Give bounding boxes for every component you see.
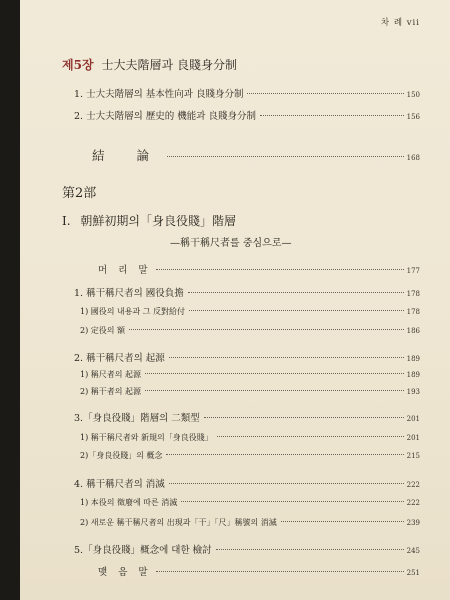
part2-chapter-number: I. [62,214,71,228]
toc-entry-label: 結 論 [92,148,163,163]
leader-dots [189,310,404,311]
toc-subentry-label: 2) 定役의 額 [80,326,126,335]
leader-dots [129,329,404,330]
leader-dots [169,483,404,484]
toc-entry-page: 178 [406,290,420,298]
toc-entry-page: 222 [406,481,420,489]
leader-dots [145,390,404,391]
toc-entry [74,86,420,100]
leader-dots [216,549,404,550]
toc-entry-page: 168 [406,154,420,162]
toc-entry-page: 150 [406,91,420,99]
toc-entry-label: 4. 稱干稱尺者의 消滅 [74,479,165,490]
toc-subentry-page: 186 [406,327,420,335]
chapter5-title: 士大夫階層과 良賤身分制 [101,58,237,72]
toc-entry [74,410,420,424]
running-head: 차 례 vii [380,18,420,28]
toc-subentry-label: 1) 稱干稱尺者와 新規의「身良役賤」 [80,433,213,442]
conclusion-entry [92,146,420,164]
toc-entry-label: 맺 음 말 [98,567,152,578]
toc-subentry-page: 239 [406,519,420,527]
toc-entry-label: 2. 稱干稱尺者의 起源 [74,353,165,364]
toc-subentry-label: 2)「身良役賤」의 概念 [80,451,163,460]
toc-subentry [80,432,420,443]
toc-subentry-page: 178 [406,308,420,316]
leader-dots [260,115,404,116]
toc-subentry-label: 2) 稱干者의 起源 [80,387,142,396]
toc-subentry-label: 1) 本役의 徵廢에 따른 消滅 [80,498,178,507]
toc-subentry [80,517,420,528]
toc-entry-label: 3.「身良役賤」階層의 二類型 [74,413,200,424]
toc-subentry-page: 189 [406,371,420,379]
toc-subentry [80,306,420,317]
toc-subentry [80,325,420,336]
leader-dots [188,292,404,293]
toc-subentry [80,497,420,508]
part-title: 第2部 [62,186,97,201]
toc-entry [98,262,420,276]
toc-entry [74,542,420,556]
leader-dots [181,501,403,502]
leader-dots [156,571,404,572]
toc-entry-page: 245 [406,547,420,555]
leader-dots [281,521,404,522]
toc-subentry-page: 193 [406,388,420,396]
toc-entry [74,285,420,299]
toc-subentry [80,386,420,397]
toc-entry-label: 5.「身良役賤」概念에 대한 檢討 [74,545,212,556]
toc-subentry-label: 1) 稱尺者의 起源 [80,370,142,379]
leader-dots [167,156,404,157]
leader-dots [217,436,404,437]
leader-dots [145,373,404,374]
toc-subentry-page: 201 [406,434,420,442]
toc-entry-page: 189 [406,355,420,363]
toc-entry-label: 1. 稱干稱尺者의 國役負擔 [74,288,184,299]
toc-subentry-page: 215 [406,452,420,460]
toc-entry-label: 2. 士大夫階層의 歷史的 機能과 良賤身分制 [74,111,256,122]
part2-chapter-subtitle: —稱干稱尺者를 중심으로— [170,238,292,249]
chapter5-number: 제5장 [62,58,94,72]
book-page [20,0,450,600]
leader-dots [247,93,403,94]
toc-entry-page: 177 [406,267,420,275]
toc-entry [74,350,420,364]
toc-subentry [80,369,420,380]
toc-subentry-label: 2) 새로운 稱干稱尺者의 出現과「干」「尺」稱號의 消滅 [80,518,277,527]
part2-chapter-heading [62,212,236,229]
toc-entry-page: 251 [406,569,420,577]
toc-subentry-page: 222 [406,499,420,507]
toc-entry-page: 201 [406,415,420,423]
toc-entry [74,476,420,490]
toc-subentry-label: 1) 國役의 내용과 그 反對給付 [80,307,186,316]
toc-entry-label: 1. 士大夫階層의 基本性向과 良賤身分制 [74,89,244,100]
toc-entry [74,108,420,122]
part2-chapter-title: 朝鮮初期의「身良役賤」階層 [80,214,236,228]
leader-dots [204,417,404,418]
toc-subentry [80,450,420,461]
chapter5-heading [62,56,237,73]
leader-dots [166,454,403,455]
leader-dots [169,357,404,358]
toc-entry [98,564,420,578]
toc-entry-page: 156 [406,113,420,121]
leader-dots [156,269,404,270]
toc-entry-label: 머 리 말 [98,265,152,276]
